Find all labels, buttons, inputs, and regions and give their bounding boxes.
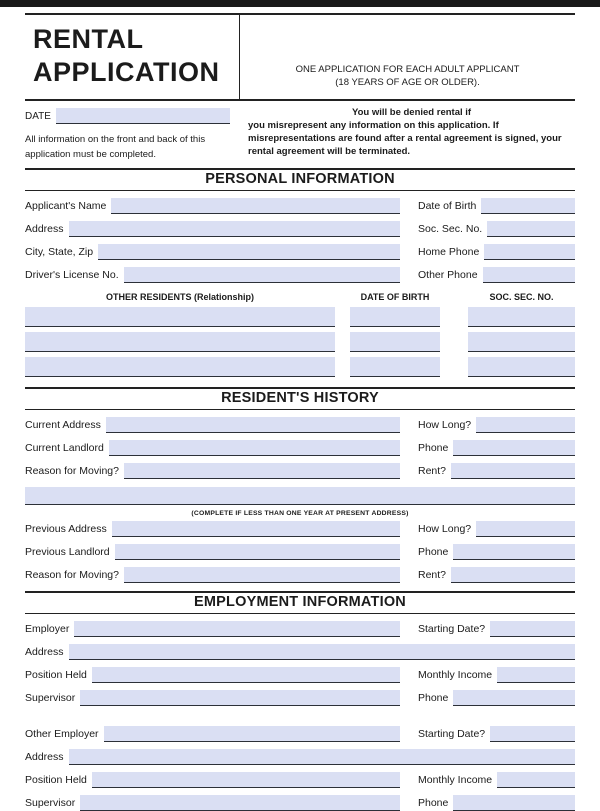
other-employment-row-4	[25, 795, 575, 811]
other-residents-header: OTHER RESIDENTS (Relationship)	[105, 292, 254, 303]
resident-1-dob-field[interactable]	[350, 307, 440, 327]
other-supervisor-label: Supervisor	[25, 796, 76, 809]
current-reason-field[interactable]	[124, 463, 400, 479]
previous-rent-field[interactable]	[451, 567, 575, 583]
other-supervisor-phone-label: Phone	[418, 796, 449, 809]
employer-label: Employer	[25, 622, 70, 635]
personal-row-1	[25, 198, 575, 214]
current-landlord-field[interactable]	[109, 440, 400, 456]
other-monthly-income-field[interactable]	[497, 772, 575, 788]
employer-address-field[interactable]	[69, 644, 575, 660]
previous-how-long-label: How Long?	[418, 522, 472, 535]
other-employer-address-label: Address	[25, 750, 64, 763]
resident-2-dob-field[interactable]	[350, 332, 440, 352]
employer-field[interactable]	[74, 621, 400, 637]
resident-row-2	[25, 327, 575, 352]
other-supervisor-field[interactable]	[80, 795, 400, 811]
rental-application-form	[25, 13, 575, 811]
applicant-note-cell	[240, 15, 575, 99]
current-how-long-field[interactable]	[476, 417, 575, 433]
previous-landlord-field[interactable]	[115, 544, 400, 560]
current-rent-label: Rent?	[418, 464, 447, 477]
resident-1-name-field[interactable]	[25, 307, 335, 327]
other-employment-row-1	[25, 726, 575, 742]
supervisor-phone-field[interactable]	[453, 690, 575, 706]
history-extra-line-field[interactable]	[25, 487, 575, 505]
history-current-row-3	[25, 463, 575, 479]
form-title-cell	[25, 15, 240, 99]
employment-row-2	[25, 644, 575, 660]
history-current-row-2	[25, 440, 575, 456]
resident-row-1	[25, 302, 575, 327]
current-phone-field[interactable]	[453, 440, 575, 456]
current-reason-label: Reason for Moving?	[25, 464, 119, 477]
employment-block-gap	[25, 706, 575, 719]
date-label: DATE	[25, 110, 51, 122]
employer-address-label: Address	[25, 645, 64, 658]
residents-ssn-header: SOC. SEC. NO.	[489, 292, 554, 303]
address-label: Address	[25, 222, 64, 235]
previous-address-field[interactable]	[112, 521, 400, 537]
employment-row-4	[25, 690, 575, 706]
monthly-income-label: Monthly Income	[418, 668, 493, 681]
ssn-field[interactable]	[487, 221, 575, 237]
other-starting-date-field[interactable]	[490, 726, 575, 742]
position-held-field[interactable]	[92, 667, 400, 683]
city-state-zip-field[interactable]	[98, 244, 400, 260]
employment-row-1	[25, 621, 575, 637]
monthly-income-field[interactable]	[497, 667, 575, 683]
other-employer-address-field[interactable]	[69, 749, 575, 765]
personal-row-4	[25, 267, 575, 283]
other-phone-label: Other Phone	[418, 268, 478, 281]
previous-rent-label: Rent?	[418, 568, 447, 581]
current-how-long-label: How Long?	[418, 418, 472, 431]
form-header	[25, 13, 575, 101]
previous-address-label: Previous Address	[25, 522, 107, 535]
other-employer-label: Other Employer	[25, 727, 99, 740]
date-of-birth-field[interactable]	[481, 198, 575, 214]
employment-row-3	[25, 667, 575, 683]
previous-how-long-field[interactable]	[476, 521, 575, 537]
form-title-line2: APPLICATION	[33, 56, 220, 87]
history-current-row-1	[25, 417, 575, 433]
section-title-employment: EMPLOYMENT INFORMATION	[25, 591, 575, 614]
drivers-license-label: Driver's License No.	[25, 268, 119, 281]
resident-3-dob-field[interactable]	[350, 357, 440, 377]
form-title-line1: RENTAL	[33, 24, 144, 54]
other-phone-field[interactable]	[483, 267, 575, 283]
other-position-held-field[interactable]	[92, 772, 400, 788]
previous-phone-field[interactable]	[453, 544, 575, 560]
personal-row-2	[25, 221, 575, 237]
current-landlord-label: Current Landlord	[25, 441, 104, 454]
other-supervisor-phone-field[interactable]	[453, 795, 575, 811]
completion-note: All information on the front and back of this application must be completed.	[25, 133, 206, 160]
warning-first-line: You will be denied rental if	[351, 106, 472, 118]
previous-landlord-label: Previous Landlord	[25, 545, 110, 558]
resident-1-ssn-field[interactable]	[468, 307, 575, 327]
other-employer-field[interactable]	[104, 726, 400, 742]
address-field[interactable]	[69, 221, 400, 237]
top-black-bar	[0, 0, 600, 7]
home-phone-label: Home Phone	[418, 245, 480, 258]
other-residents-header-row	[25, 292, 575, 302]
starting-date-field[interactable]	[490, 621, 575, 637]
supervisor-phone-label: Phone	[418, 691, 449, 704]
less-than-one-year-note: (COMPLETE IF LESS THAN ONE YEAR AT PRESENT ADDRESS)	[191, 510, 409, 518]
resident-3-ssn-field[interactable]	[468, 357, 575, 377]
supervisor-field[interactable]	[80, 690, 400, 706]
previous-reason-field[interactable]	[124, 567, 400, 583]
form-subheader	[25, 101, 575, 162]
date-and-note-block	[25, 106, 240, 162]
resident-row-3	[25, 352, 575, 377]
city-state-zip-label: City, State, Zip	[25, 245, 94, 258]
resident-3-name-field[interactable]	[25, 357, 335, 377]
ssn-label: Soc. Sec. No.	[418, 222, 483, 235]
previous-phone-label: Phone	[418, 545, 449, 558]
applicant-name-label: Applicant's Name	[25, 199, 107, 212]
personal-row-3	[25, 244, 575, 260]
supervisor-label: Supervisor	[25, 691, 76, 704]
history-previous-row-1	[25, 521, 575, 537]
denial-warning-block	[240, 106, 575, 162]
date-field[interactable]	[56, 108, 230, 124]
other-monthly-income-label: Monthly Income	[418, 773, 493, 786]
position-held-label: Position Held	[25, 668, 87, 681]
one-application-note: ONE APPLICATION FOR EACH ADULT APPLICANT (18 YEARS OF AGE OR OLDER).	[295, 64, 520, 89]
section-title-history: RESIDENT'S HISTORY	[25, 387, 575, 410]
other-starting-date-label: Starting Date?	[418, 727, 486, 740]
resident-2-name-field[interactable]	[25, 332, 335, 352]
residents-dob-header: DATE OF BIRTH	[360, 292, 430, 303]
resident-2-ssn-field[interactable]	[468, 332, 575, 352]
date-of-birth-label: Date of Birth	[418, 199, 477, 212]
drivers-license-field[interactable]	[124, 267, 400, 283]
current-phone-label: Phone	[418, 441, 449, 454]
current-address-label: Current Address	[25, 418, 101, 431]
history-previous-row-2	[25, 544, 575, 560]
section-title-personal: PERSONAL INFORMATION	[25, 168, 575, 191]
other-employment-row-3	[25, 772, 575, 788]
history-previous-row-3	[25, 567, 575, 583]
warning-body: you misrepresent any information on this application. If misrepresentations are found after a rental agreement is signed, your rental agreement will be terminated.	[248, 119, 562, 158]
current-address-field[interactable]	[106, 417, 400, 433]
other-employment-row-2	[25, 749, 575, 765]
applicant-name-field[interactable]	[111, 198, 400, 214]
other-position-held-label: Position Held	[25, 773, 87, 786]
home-phone-field[interactable]	[484, 244, 575, 260]
current-rent-field[interactable]	[451, 463, 575, 479]
starting-date-label: Starting Date?	[418, 622, 486, 635]
previous-reason-label: Reason for Moving?	[25, 568, 119, 581]
